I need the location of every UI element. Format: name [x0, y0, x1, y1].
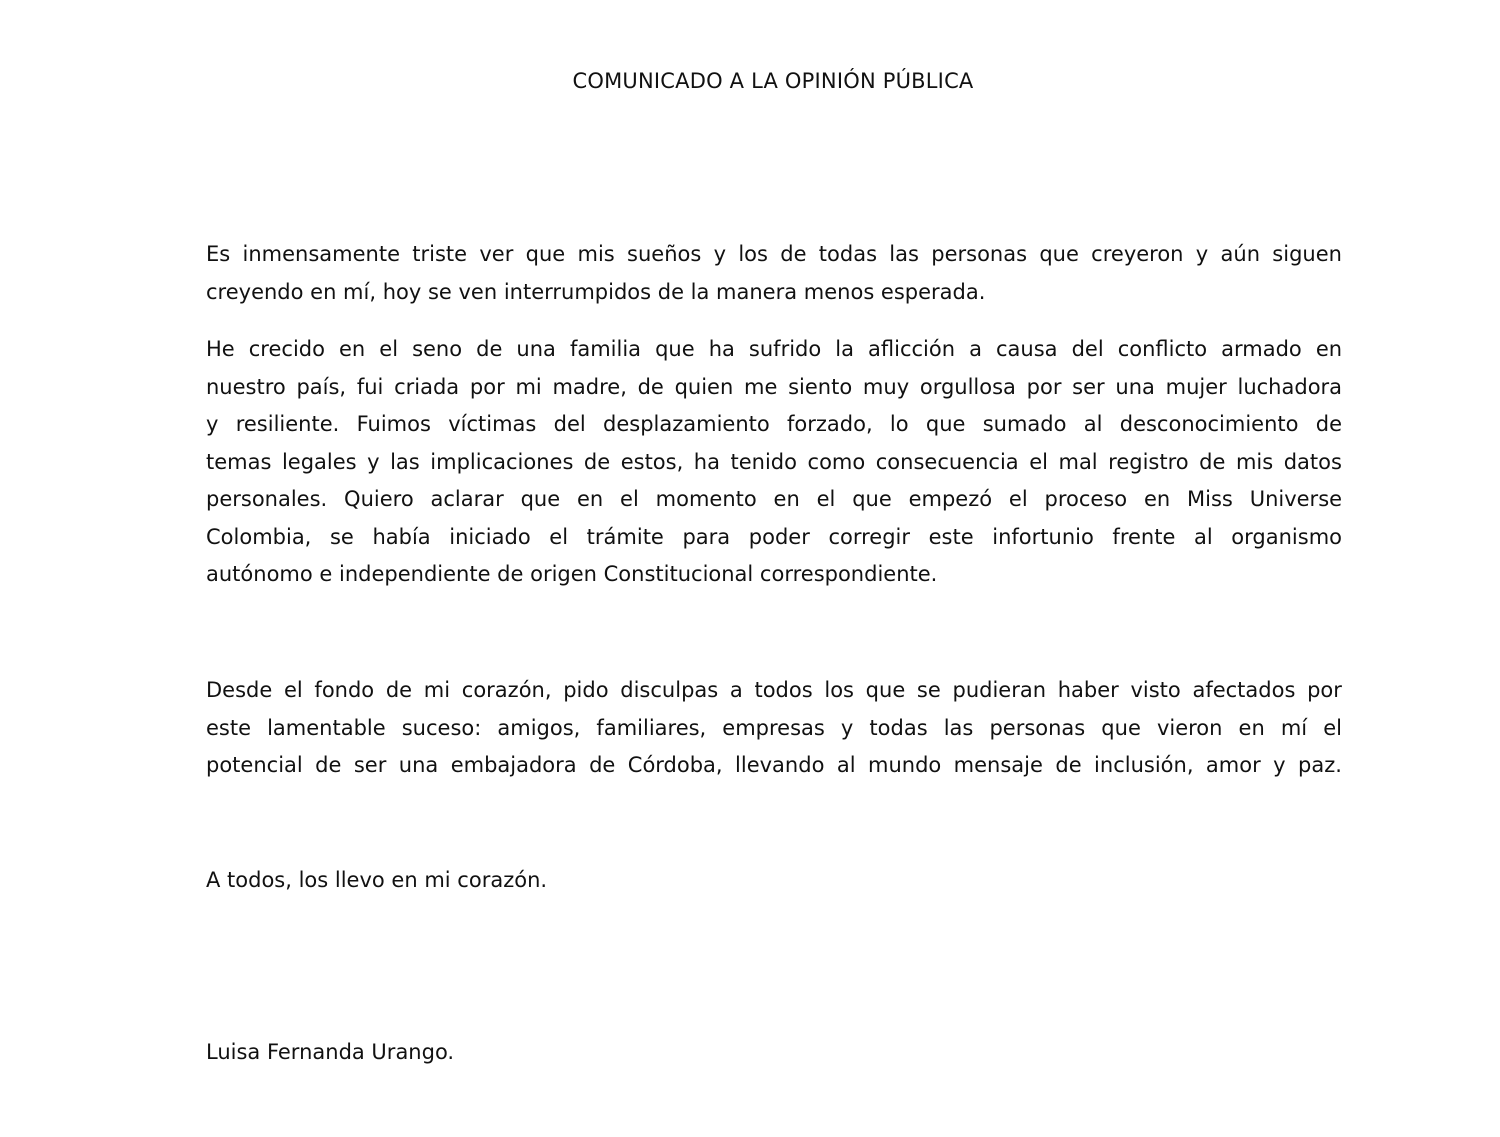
paragraph-3 [206, 672, 1342, 785]
paragraph-line: potencial de ser una embajadora de Córdoba, llevando al mundo mensaje de inclusión, amor y paz. [206, 753, 1342, 777]
paragraph-line: Desde el fondo de mi corazón, pido disculpas a todos los que se pudieran haber visto afectados por [206, 678, 1342, 702]
paragraph-line: He crecido en el seno de una familia que ha sufrido la aflicción a causa del conflicto armado en [206, 337, 1343, 361]
paragraph-line: autónomo e independiente de origen Constitucional correspondiente. [206, 562, 938, 586]
paragraph-line: creyendo en mí, hoy se ven interrumpidos de la manera menos esperada. [206, 279, 986, 304]
paragraph-line: personales. Quiero aclarar que en el momento en el que empezó el proceso en Miss Universe [206, 487, 1343, 511]
paragraph-line: y resiliente. Fuimos víctimas del desplazamiento forzado, lo que sumado al desconocimiento de [206, 412, 1343, 436]
closing-line: A todos, los llevo en mi corazón. [206, 868, 548, 892]
paragraph-line: este lamentable suceso: amigos, familiares, empresas y todas las personas que vieron en mí el [206, 715, 1342, 740]
paragraph-line: Es inmensamente triste ver que mis sueños y los de todas las personas que creyeron y aún siguen [206, 242, 1342, 266]
paragraph-line: Colombia, se había iniciado el trámite para poder corregir este infortunio frente al organismo [206, 524, 1343, 549]
paragraph-2 [206, 331, 1342, 594]
paragraph-line: nuestro país, fui criada por mi madre, de quien me siento muy orgullosa por ser una mujer luchadora [206, 374, 1343, 399]
signature: Luisa Fernanda Urango. [206, 1040, 455, 1064]
paragraph-line: temas legales y las implicaciones de estos, ha tenido como consecuencia el mal registro de mis datos [206, 449, 1342, 474]
paragraph-1 [206, 236, 1342, 311]
document-title: COMUNICADO A LA OPINIÓN PÚBLICA [572, 69, 974, 93]
